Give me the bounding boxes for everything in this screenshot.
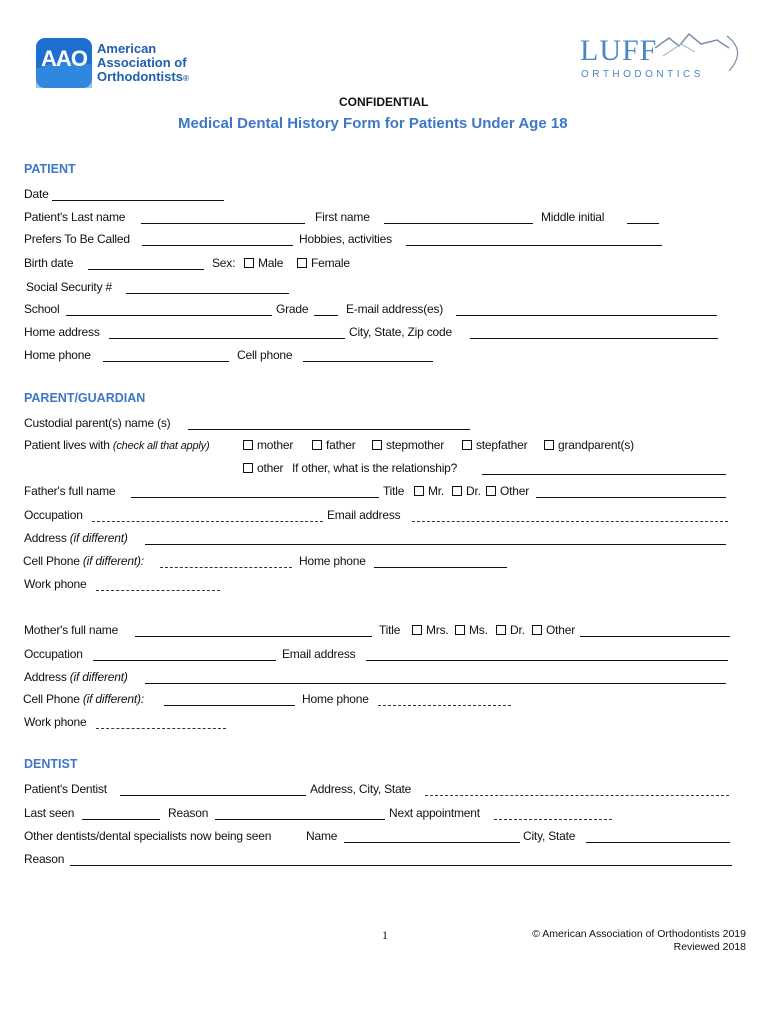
father-cell-text: Cell Phone — [23, 554, 80, 568]
school-label: School — [24, 302, 60, 316]
mother-other-label: Other — [546, 623, 576, 637]
mother-cell-note: (if different): — [82, 692, 144, 706]
mother-work-phone-label: Work phone — [24, 715, 87, 729]
lives-with-label — [24, 438, 209, 452]
checkbox-icon[interactable] — [243, 463, 253, 473]
other-dentists-city-label: City, State — [523, 829, 576, 843]
grade-label: Grade — [276, 302, 309, 316]
mother-title-mrs[interactable] — [412, 623, 449, 637]
mother-title-ms[interactable] — [455, 623, 488, 637]
father-cell-note: (if different): — [82, 554, 144, 568]
grade-field[interactable] — [314, 315, 338, 316]
custodial-label: Custodial parent(s) name (s) — [24, 416, 171, 430]
lives-with-stepmother[interactable] — [372, 438, 444, 452]
dentist-address-field[interactable] — [425, 795, 729, 796]
mother-title-other[interactable] — [532, 623, 575, 637]
mother-option-label: mother — [257, 438, 294, 452]
other-option-label: other — [257, 461, 284, 475]
grandparent-option-label: grandparent(s) — [558, 438, 634, 452]
mother-home-phone-label: Home phone — [302, 692, 369, 706]
other-dentists-label: Other dentists/dental specialists now being seen — [24, 829, 272, 843]
mother-name-label: Mother's full name — [24, 623, 119, 637]
form-title: Medical Dental History Form for Patients Under Age 18 — [178, 115, 568, 132]
first-name-field[interactable] — [384, 223, 533, 224]
other-dentists-city-field[interactable] — [586, 842, 730, 843]
checkbox-icon[interactable] — [544, 440, 554, 450]
mother-address-note: (if different) — [69, 670, 128, 684]
aao-name — [97, 42, 189, 86]
lives-with-grandparent[interactable] — [544, 438, 634, 452]
date-field[interactable] — [52, 200, 224, 201]
ssn-field[interactable] — [126, 293, 289, 294]
mother-address-field[interactable] — [145, 683, 726, 684]
female-label: Female — [311, 256, 350, 270]
mother-address-label — [24, 670, 128, 684]
checkbox-icon[interactable] — [455, 625, 465, 635]
checkbox-icon[interactable] — [452, 486, 462, 496]
mrs-label: Mrs. — [426, 623, 449, 637]
last-name-label: Patient's Last name — [24, 210, 126, 224]
other-dentists-name-label: Name — [306, 829, 338, 843]
sex-male-option[interactable] — [244, 256, 283, 270]
father-cell-label — [23, 554, 144, 568]
father-address-field[interactable] — [145, 544, 726, 545]
confidential-label: CONFIDENTIAL — [339, 95, 429, 109]
father-address-note: (if different) — [69, 531, 128, 545]
checkbox-icon[interactable] — [486, 486, 496, 496]
first-name-label: First name — [315, 210, 370, 224]
father-cell-field[interactable] — [160, 567, 292, 568]
father-option-label: father — [326, 438, 356, 452]
custodial-field[interactable] — [188, 429, 470, 430]
mother-email-label: Email address — [282, 647, 356, 661]
email-field[interactable] — [456, 315, 717, 316]
mother-cell-text: Cell Phone — [23, 692, 80, 706]
checkbox-icon[interactable] — [372, 440, 382, 450]
reason-field[interactable] — [215, 819, 385, 820]
sex-label: Sex: — [212, 256, 236, 270]
checkbox-icon[interactable] — [297, 258, 307, 268]
mother-address-text: Address — [24, 670, 67, 684]
checkbox-icon[interactable] — [243, 440, 253, 450]
page-number: 1 — [382, 928, 388, 942]
luff-name: LUFF — [580, 34, 658, 67]
copyright-text: © American Association of Orthodontists 2019 — [532, 928, 746, 940]
cell-phone-label: Cell phone — [237, 348, 293, 362]
other-relationship-field[interactable] — [482, 474, 726, 475]
father-title-mr[interactable] — [414, 484, 444, 498]
father-title-other-field[interactable] — [536, 497, 726, 498]
mother-occupation-label: Occupation — [24, 647, 83, 661]
hobbies-label: Hobbies, activities — [299, 232, 392, 246]
mother-home-phone-field[interactable] — [378, 705, 511, 706]
luff-logo — [577, 26, 742, 86]
guardian-heading: PARENT/GUARDIAN — [24, 391, 146, 405]
mother-title-other-field[interactable] — [580, 636, 730, 637]
mother-title-dr[interactable] — [496, 623, 525, 637]
mother-dr-label: Dr. — [510, 623, 525, 637]
lives-with-text: Patient lives with — [24, 438, 110, 452]
father-address-text: Address — [24, 531, 67, 545]
father-title-other[interactable] — [486, 484, 529, 498]
father-email-field[interactable] — [412, 521, 728, 522]
father-email-label: Email address — [327, 508, 401, 522]
middle-initial-label: Middle initial — [541, 210, 605, 224]
checkbox-icon[interactable] — [414, 486, 424, 496]
ms-label: Ms. — [469, 623, 488, 637]
patient-heading: PATIENT — [24, 162, 76, 176]
aao-logo — [36, 38, 92, 88]
father-name-field[interactable] — [131, 497, 379, 498]
checkbox-icon[interactable] — [462, 440, 472, 450]
last-seen-field[interactable] — [82, 819, 160, 820]
father-address-label — [24, 531, 128, 545]
date-label: Date — [24, 187, 49, 201]
email-label: E-mail address(es) — [346, 302, 444, 316]
other-dentists-name-field[interactable] — [344, 842, 520, 843]
reason2-label: Reason — [24, 852, 65, 866]
city-state-zip-label: City, State, Zip code — [349, 325, 452, 339]
next-appointment-label: Next appointment — [389, 806, 480, 820]
checkbox-icon[interactable] — [532, 625, 542, 635]
birth-date-label: Birth date — [24, 256, 74, 270]
mr-label: Mr. — [428, 484, 445, 498]
lives-with-note: (check all that apply) — [112, 440, 210, 452]
aao-name-line3-text: Orthodontists — [97, 69, 183, 84]
aao-name-line3 — [97, 70, 189, 86]
luff-subtitle: ORTHODONTICS — [581, 69, 704, 80]
other-title-label: Other — [500, 484, 530, 498]
reason2-field[interactable] — [70, 865, 732, 866]
sex-female-option[interactable] — [297, 256, 350, 270]
stepfather-option-label: stepfather — [476, 438, 528, 452]
dentist-address-label: Address, City, State — [310, 782, 412, 796]
mother-work-phone-field[interactable] — [96, 728, 226, 729]
patients-dentist-label: Patient's Dentist — [24, 782, 107, 796]
male-label: Male — [258, 256, 284, 270]
cell-phone-field[interactable] — [303, 361, 433, 362]
lives-with-other[interactable] — [243, 461, 283, 475]
ssn-label: Social Security # — [26, 280, 112, 294]
father-title-dr[interactable] — [452, 484, 481, 498]
lives-with-stepfather[interactable] — [462, 438, 527, 452]
home-phone-field[interactable] — [103, 361, 229, 362]
father-home-phone-label: Home phone — [299, 554, 366, 568]
last-name-field[interactable] — [141, 223, 305, 224]
dr-label: Dr. — [466, 484, 481, 498]
father-occupation-field[interactable] — [92, 521, 323, 522]
aao-name-line2: Association of — [97, 55, 187, 70]
checkbox-icon[interactable] — [496, 625, 506, 635]
reason-label: Reason — [168, 806, 209, 820]
reviewed-text: Reviewed 2018 — [673, 941, 746, 953]
school-field[interactable] — [66, 315, 272, 316]
mother-email-field[interactable] — [366, 660, 728, 661]
prefers-field[interactable] — [142, 245, 293, 246]
last-seen-label: Last seen — [24, 806, 75, 820]
checkbox-icon[interactable] — [244, 258, 254, 268]
other-relationship-label: If other, what is the relationship? — [292, 461, 458, 475]
home-address-field[interactable] — [109, 338, 345, 339]
checkbox-icon[interactable] — [412, 625, 422, 635]
stepmother-option-label: stepmother — [386, 438, 445, 452]
father-occupation-label: Occupation — [24, 508, 83, 522]
mother-cell-field[interactable] — [164, 705, 295, 706]
home-address-label: Home address — [24, 325, 100, 339]
prefers-label: Prefers To Be Called — [24, 232, 130, 246]
father-title-label: Title — [383, 484, 405, 498]
patients-dentist-field[interactable] — [120, 795, 306, 796]
aao-logo-text: AAO — [41, 46, 87, 71]
mother-cell-label — [23, 692, 144, 706]
mother-title-label: Title — [379, 623, 401, 637]
mother-name-field[interactable] — [135, 636, 372, 637]
dentist-heading: DENTIST — [24, 757, 78, 771]
lives-with-father[interactable] — [312, 438, 356, 452]
father-work-phone-field[interactable] — [96, 590, 220, 591]
city-state-zip-field[interactable] — [470, 338, 718, 339]
aao-name-line1: American — [97, 41, 157, 56]
mother-occupation-field[interactable] — [93, 660, 276, 661]
father-name-label: Father's full name — [24, 484, 116, 498]
aao-registered-mark: ® — [182, 74, 189, 83]
lives-with-mother[interactable] — [243, 438, 293, 452]
checkbox-icon[interactable] — [312, 440, 322, 450]
father-work-phone-label: Work phone — [24, 577, 87, 591]
middle-initial-field[interactable] — [627, 223, 659, 224]
hobbies-field[interactable] — [406, 245, 662, 246]
next-appointment-field[interactable] — [494, 819, 612, 820]
father-home-phone-field[interactable] — [374, 567, 507, 568]
birth-date-field[interactable] — [88, 269, 204, 270]
home-phone-label: Home phone — [24, 348, 91, 362]
